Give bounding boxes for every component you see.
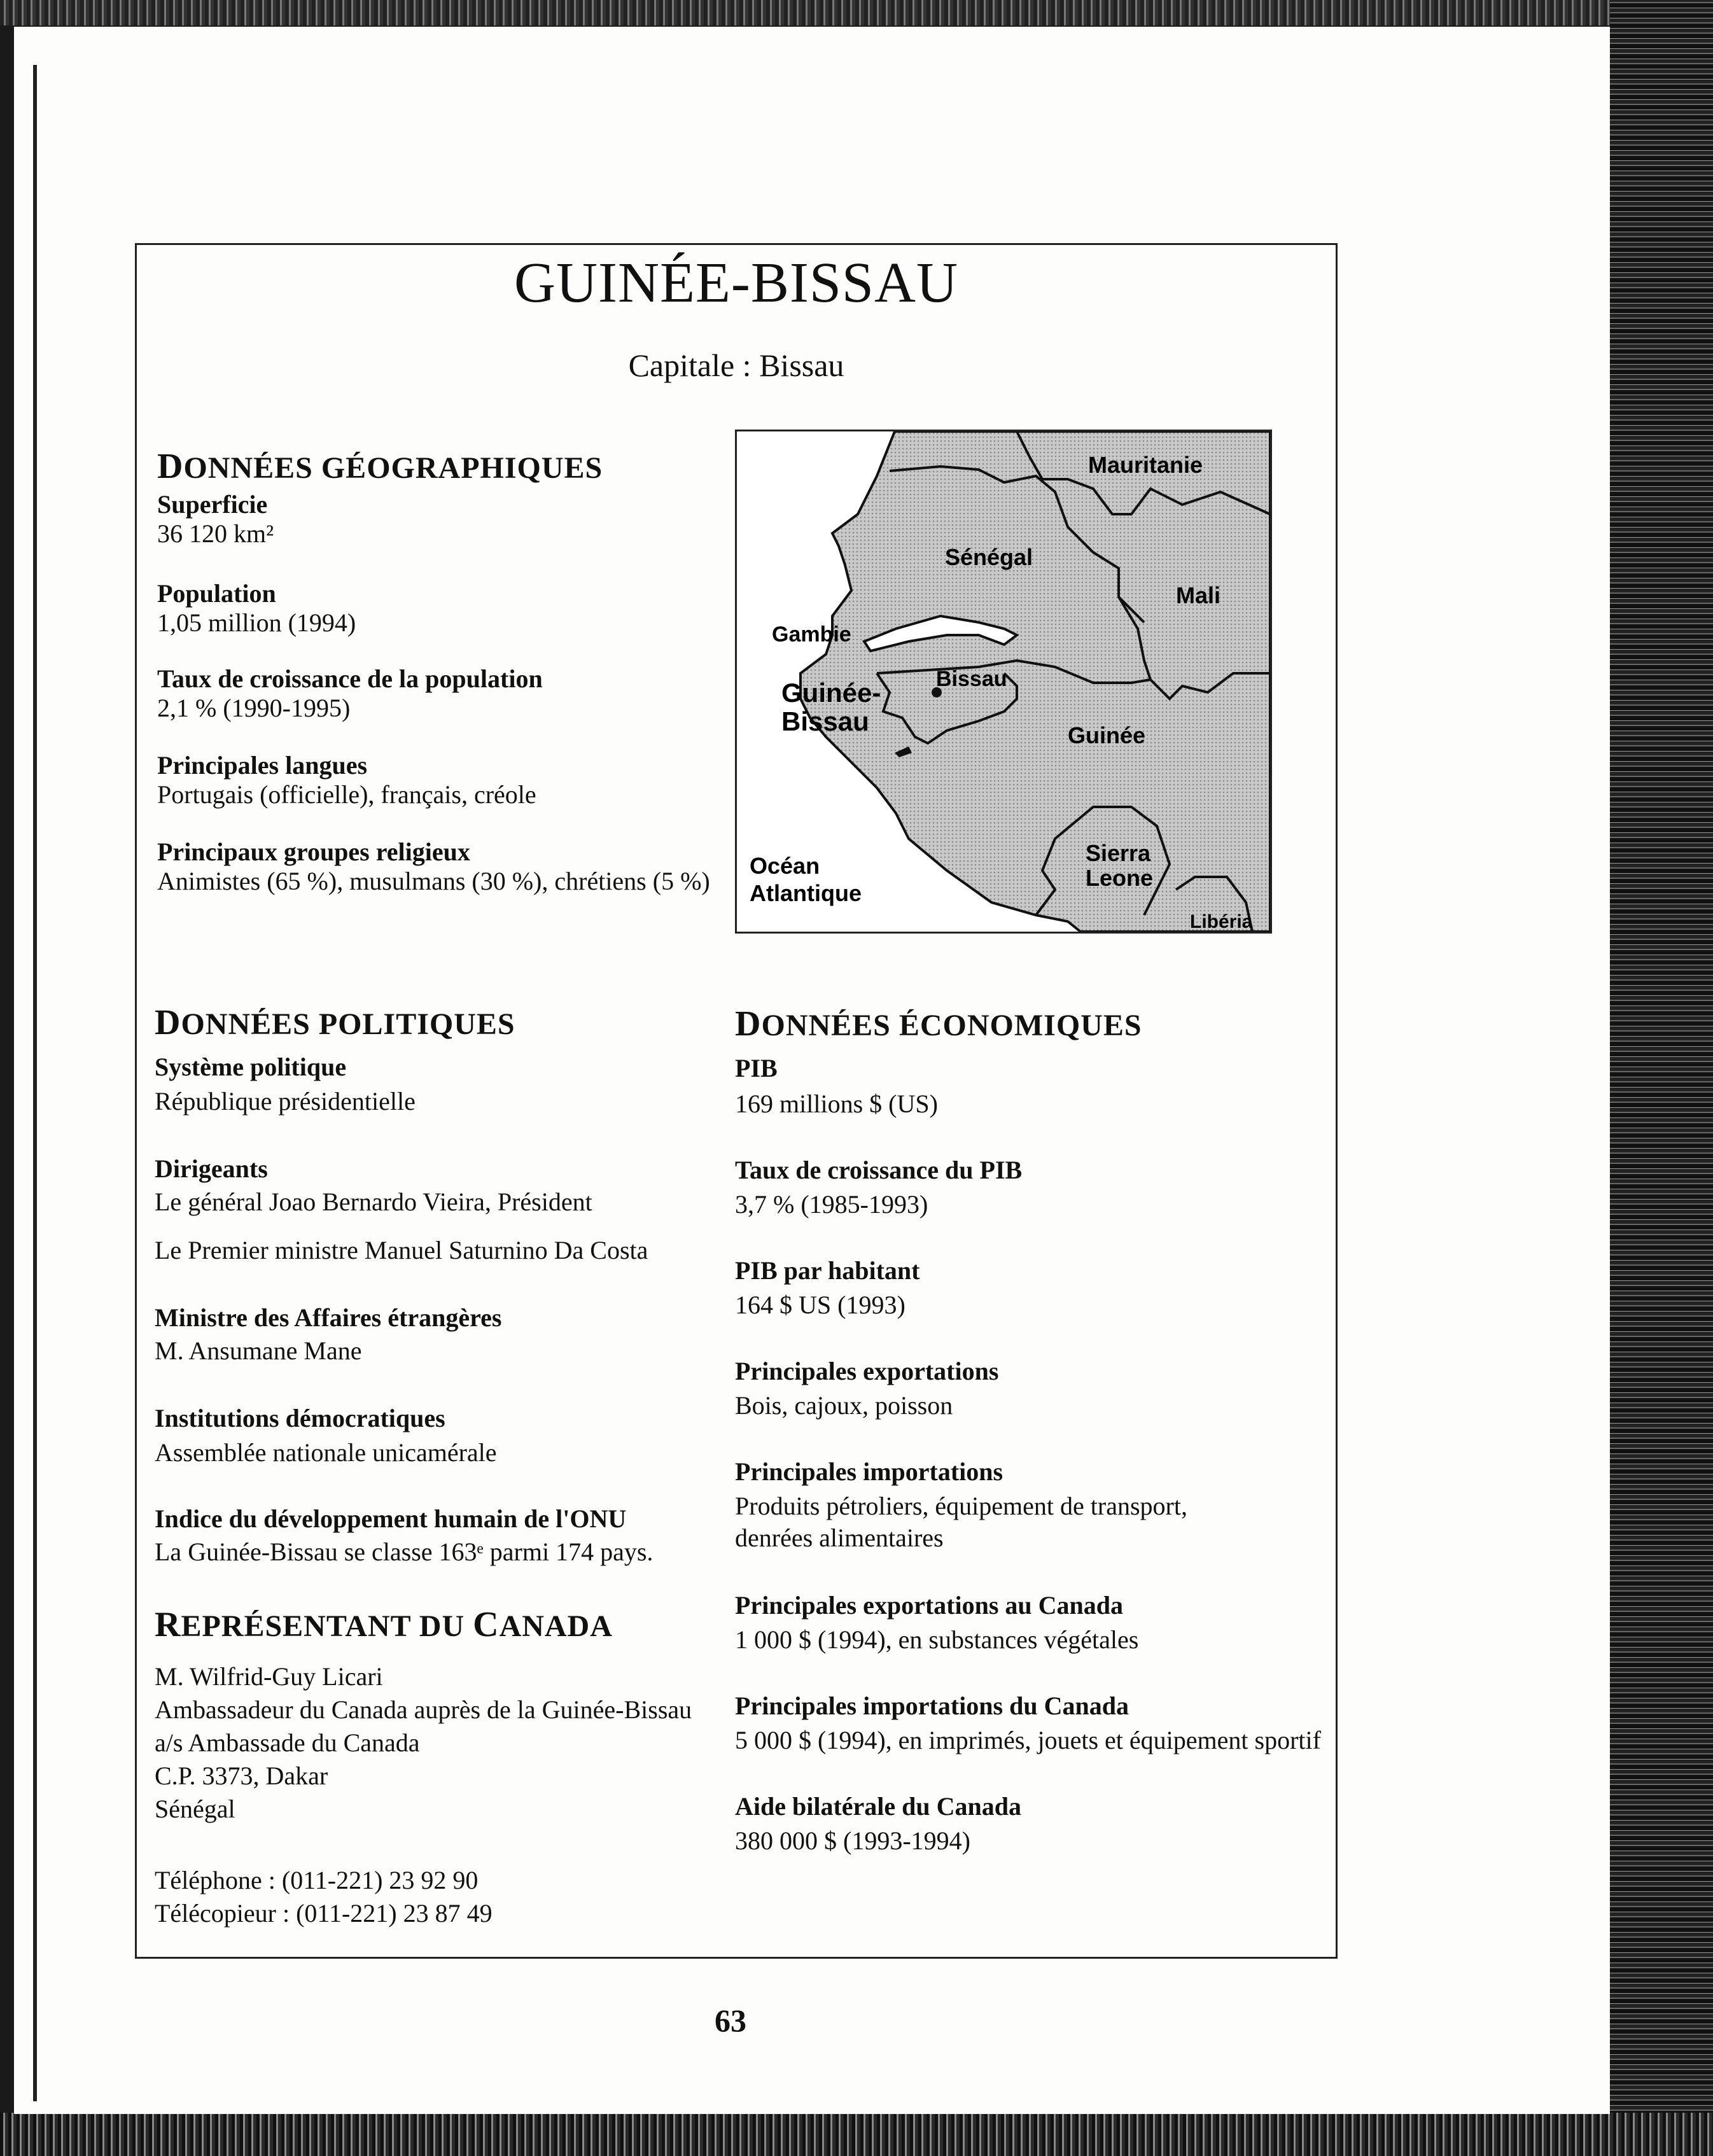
map-label-gambie: Gambie [772, 622, 851, 647]
geo-value-religion: Animistes (65 %), musulmans (30 %), chrétiens (5 %) [157, 867, 710, 895]
eco-value-import-canada: 5 000 $ (1994), en imprimés, jouets et équipement sportif [735, 1726, 1321, 1754]
rep-line-country: Sénégal [155, 1795, 235, 1823]
geo-label-langues: Principales langues [157, 751, 368, 780]
pol-value-ministre: M. Ansumane Mane [155, 1336, 362, 1365]
eco-label-importations: Principales importations [735, 1457, 1003, 1486]
pol-label-institutions: Institutions démocratiques [155, 1404, 445, 1432]
map-label-senegal: Sénégal [945, 544, 1033, 570]
eco-value-pib: 169 millions $ (US) [735, 1089, 938, 1118]
eco-value-exportations: Bois, cajoux, poisson [735, 1391, 953, 1420]
geo-heading: DONNÉES GÉOGRAPHIQUES [157, 447, 603, 486]
pol-label-ministre: Ministre des Affaires étrangères [155, 1303, 502, 1332]
page-number: 63 [715, 2003, 746, 2038]
rep-phone: Téléphone : (011-221) 23 92 90 [155, 1866, 479, 1894]
pol-heading: DONNÉES POLITIQUES [155, 1003, 515, 1042]
eco-heading: DONNÉES ÉCONOMIQUES [735, 1004, 1142, 1044]
eco-label-export-canada: Principales exportations au Canada [735, 1591, 1124, 1620]
map-label-mali: Mali [1176, 582, 1221, 608]
rep-line-name: M. Wilfrid-Guy Licari [155, 1662, 383, 1691]
geo-value-langues: Portugais (officielle), français, créole [157, 780, 536, 809]
geo-value-superficie: 36 120 km² [157, 519, 274, 548]
capital-line: Capitale : Bissau [628, 347, 844, 383]
map-label-sierra-1: Sierra [1086, 840, 1151, 866]
eco-value-importations-2: denrées alimentaires [735, 1523, 944, 1552]
map-label-guinee: Guinée [1068, 722, 1146, 748]
geo-value-population: 1,05 million (1994) [157, 608, 356, 637]
eco-label-habitant: PIB par habitant [735, 1256, 920, 1285]
eco-value-croissance: 3,7 % (1985-1993) [735, 1190, 928, 1219]
country-fact-sheet [135, 243, 1338, 1959]
pol-value-systeme: République présidentielle [155, 1087, 416, 1116]
eco-value-export-canada: 1 000 $ (1994), en substances végétales [735, 1625, 1139, 1654]
eco-label-aide: Aide bilatérale du Canada [735, 1792, 1022, 1821]
pol-label-dirigeants: Dirigeants [155, 1154, 268, 1183]
geo-label-religion: Principaux groupes religieux [157, 837, 470, 866]
eco-value-importations-1: Produits pétroliers, équipement de transport, [735, 1492, 1187, 1520]
eco-value-aide: 380 000 $ (1993-1994) [735, 1826, 970, 1855]
rep-line-title: Ambassadeur du Canada auprès de la Guinée-Bissau [155, 1695, 692, 1724]
pol-value-premier-ministre: Le Premier ministre Manuel Saturnino Da Costa [155, 1236, 648, 1264]
binding-edge [33, 65, 37, 2101]
map-label-liberia: Libéria [1190, 911, 1253, 932]
eco-label-croissance: Taux de croissance du PIB [735, 1156, 1023, 1184]
rep-heading: REPRÉSENTANT DU CANADA [155, 1605, 613, 1644]
map-label-mauritanie: Mauritanie [1088, 452, 1203, 478]
eco-label-pib: PIB [735, 1054, 778, 1082]
pol-value-indice: La Guinée-Bissau se classe 163ᵉ parmi 174 pays. [155, 1537, 654, 1566]
map-label-guinee-bissau-2: Bissau [781, 706, 869, 736]
document-page [14, 27, 1610, 2114]
rep-line-postbox: C.P. 3373, Dakar [155, 1761, 328, 1790]
rep-fax: Télécopieur : (011-221) 23 87 49 [155, 1899, 493, 1928]
map-label-sierra-2: Leone [1086, 865, 1154, 891]
scan-border-top [0, 0, 1713, 25]
page-title: GUINÉE-BISSAU [514, 251, 958, 314]
geo-label-croissance: Taux de croissance de la population [157, 664, 543, 693]
pol-value-institutions: Assemblée nationale unicamérale [155, 1438, 497, 1467]
geo-value-croissance: 2,1 % (1990-1995) [157, 694, 351, 722]
scan-border-right [1610, 0, 1713, 2156]
pol-label-indice: Indice du développement humain de l'ONU [155, 1504, 627, 1533]
rep-line-embassy: a/s Ambassade du Canada [155, 1728, 420, 1757]
map-label-guinee-bissau-1: Guinée- [781, 678, 881, 708]
map-label-ocean-1: Océan [750, 853, 820, 879]
eco-label-import-canada: Principales importations du Canada [735, 1691, 1129, 1720]
scan-border-bottom [0, 2113, 1713, 2156]
map-label-ocean-2: Atlantique [750, 880, 862, 906]
pol-label-systeme: Système politique [155, 1053, 347, 1081]
geo-label-superficie: Superficie [157, 490, 268, 519]
geo-label-population: Population [157, 579, 276, 608]
eco-label-exportations: Principales exportations [735, 1357, 999, 1385]
map-label-bissau: Bissau [936, 667, 1007, 691]
regional-map [735, 430, 1272, 934]
pol-value-president: Le général Joao Bernardo Vieira, Président [155, 1187, 592, 1216]
eco-value-habitant: 164 $ US (1993) [735, 1291, 905, 1319]
